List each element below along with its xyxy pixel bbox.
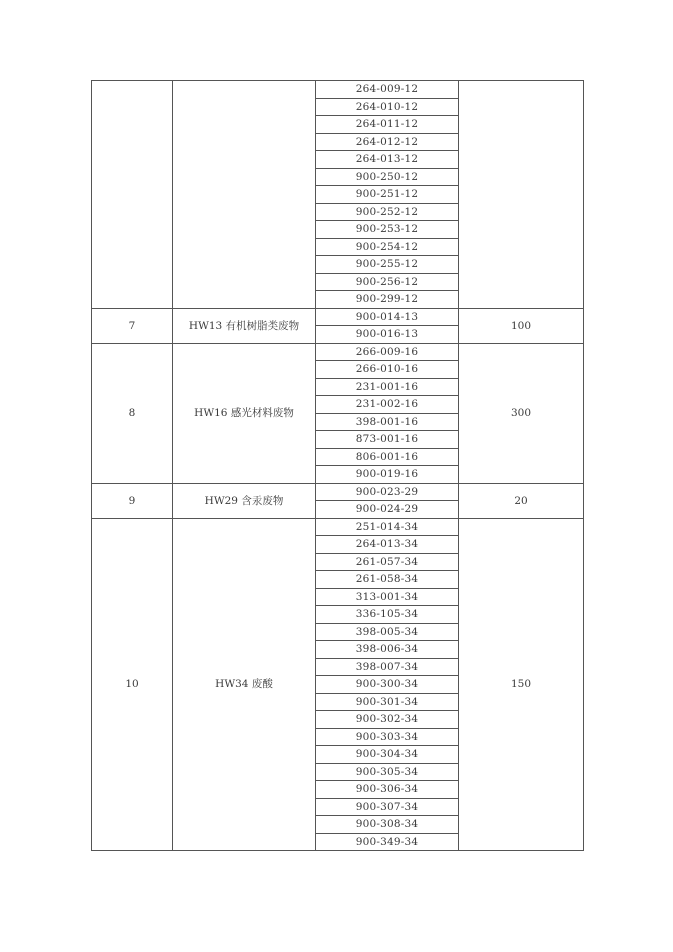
quantity-cell — [459, 81, 584, 309]
waste-code-cell: 900-016-13 — [316, 326, 459, 344]
waste-code-cell: 873-001-16 — [316, 431, 459, 449]
waste-code-cell: 806-001-16 — [316, 448, 459, 466]
waste-code-cell: 398-005-34 — [316, 623, 459, 641]
table-row — [92, 343, 584, 361]
waste-code-cell: 900-302-34 — [316, 711, 459, 729]
waste-code-cell: 900-250-12 — [316, 168, 459, 186]
waste-code-cell: 313-001-34 — [316, 588, 459, 606]
waste-code-cell: 264-011-12 — [316, 116, 459, 134]
waste-code-cell: 900-252-12 — [316, 203, 459, 221]
waste-code-cell: 900-303-34 — [316, 728, 459, 746]
category-cell: HW16 感光材料废物 — [173, 343, 316, 483]
waste-code-cell: 900-301-34 — [316, 693, 459, 711]
waste-code-cell: 900-306-34 — [316, 781, 459, 799]
waste-code-cell: 900-256-12 — [316, 273, 459, 291]
waste-code-cell: 231-001-16 — [316, 378, 459, 396]
category-cell — [173, 81, 316, 309]
waste-code-cell: 398-007-34 — [316, 658, 459, 676]
table-row — [92, 81, 584, 99]
waste-code-cell: 900-299-12 — [316, 291, 459, 309]
seq-cell: 8 — [92, 343, 173, 483]
waste-code-cell: 398-006-34 — [316, 641, 459, 659]
quantity-cell: 20 — [459, 483, 584, 518]
waste-code-cell: 900-024-29 — [316, 501, 459, 519]
waste-code-cell: 398-001-16 — [316, 413, 459, 431]
waste-code-cell: 900-300-34 — [316, 676, 459, 694]
waste-code-cell: 261-057-34 — [316, 553, 459, 571]
seq-cell: 9 — [92, 483, 173, 518]
seq-cell: 7 — [92, 308, 173, 343]
hazardous-waste-table — [91, 80, 584, 851]
category-cell: HW29 含汞废物 — [173, 483, 316, 518]
waste-code-cell: 264-013-12 — [316, 151, 459, 169]
quantity-cell: 300 — [459, 343, 584, 483]
waste-code-cell: 251-014-34 — [316, 518, 459, 536]
waste-code-cell: 900-304-34 — [316, 746, 459, 764]
waste-code-cell: 336-105-34 — [316, 606, 459, 624]
category-cell: HW13 有机树脂类废物 — [173, 308, 316, 343]
seq-cell: 10 — [92, 518, 173, 851]
table-body — [92, 81, 584, 851]
waste-code-cell: 900-253-12 — [316, 221, 459, 239]
waste-code-cell: 231-002-16 — [316, 396, 459, 414]
category-cell: HW34 废酸 — [173, 518, 316, 851]
waste-code-cell: 900-019-16 — [316, 466, 459, 484]
table-row — [92, 308, 584, 326]
waste-code-cell: 266-009-16 — [316, 343, 459, 361]
waste-code-cell: 900-254-12 — [316, 238, 459, 256]
seq-cell — [92, 81, 173, 309]
waste-code-cell: 900-014-13 — [316, 308, 459, 326]
waste-code-cell: 900-308-34 — [316, 816, 459, 834]
waste-code-cell: 261-058-34 — [316, 571, 459, 589]
waste-code-cell: 264-010-12 — [316, 98, 459, 116]
waste-code-cell: 264-013-34 — [316, 536, 459, 554]
waste-code-cell: 900-255-12 — [316, 256, 459, 274]
waste-code-cell: 266-010-16 — [316, 361, 459, 379]
waste-code-cell: 264-009-12 — [316, 81, 459, 99]
waste-code-cell: 264-012-12 — [316, 133, 459, 151]
table-row — [92, 483, 584, 501]
quantity-cell: 150 — [459, 518, 584, 851]
quantity-cell: 100 — [459, 308, 584, 343]
waste-code-cell: 900-349-34 — [316, 833, 459, 851]
waste-code-cell: 900-251-12 — [316, 186, 459, 204]
table-row — [92, 518, 584, 536]
waste-code-cell: 900-023-29 — [316, 483, 459, 501]
waste-code-cell: 900-307-34 — [316, 798, 459, 816]
waste-code-cell: 900-305-34 — [316, 763, 459, 781]
